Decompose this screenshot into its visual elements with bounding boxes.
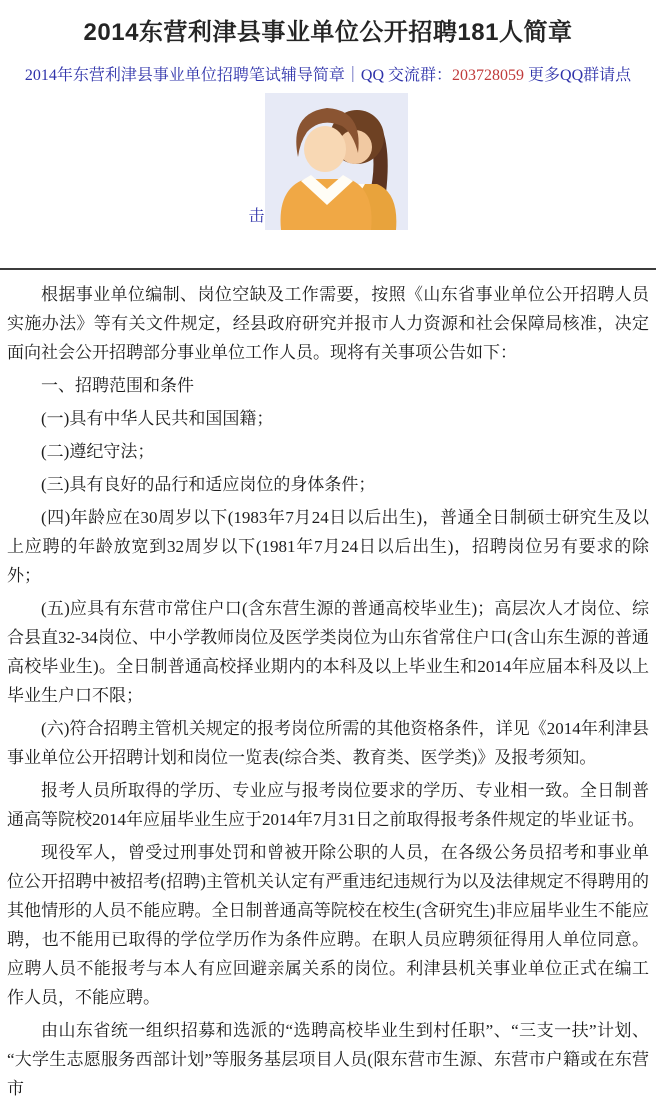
qq-group-avatar-icon[interactable]: [265, 93, 408, 230]
condition-item-6: (六)符合招聘主管机关规定的报考岗位所需的其他资格条件，详见《2014年利津县事业单位公开招聘计划和岗位一览表(综合类、教育类、医学类)》及报考须知。: [7, 719, 649, 767]
exam-tutorial-link[interactable]: 2014年东营利津县事业单位招聘笔试辅导简章: [24, 67, 345, 84]
section-divider: [0, 268, 656, 270]
condition-item-3: (三)具有良好的品行和适应岗位的身体条件；: [41, 475, 376, 494]
paragraph-degree: 报考人员所取得的学历、专业应与报考岗位要求的学历、专业相一致。全日制普通高等院校2014年应届毕业生应于2014年7月31日之前取得报考条件规定的毕业证书。: [7, 781, 649, 829]
condition-item-5: (五)应具有东营市常住户口(含东营生源的普通高校毕业生)；高层次人才岗位、综合县直32-34岗位、中小学教师岗位及医学类岗位为山东省常住户口(含山东生源的普通高校毕业生)。全日制普通高校择业期内的本科及以上毕业生和2014年应届本科及以上毕业生户口不限；: [7, 599, 649, 705]
paragraph-intro: 根据事业单位编制、岗位空缺及工作需要，按照《山东省事业单位公开招聘人员实施办法》等有关文件规定，经县政府研究并报市人力资源和社会保障局核准，决定面向社会公开招聘部分事业单位工作人员。现将有关事项公告如下：: [7, 285, 649, 362]
page-title: 2014东营利津县事业单位公开招聘181人简章: [83, 19, 573, 46]
qq-group-label: QQ 交流群：: [360, 67, 453, 84]
subtitle-link-row: [0, 65, 656, 87]
condition-item-1: (一)具有中华人民共和国国籍；: [41, 409, 274, 428]
condition-item-4: (四)年龄应在30周岁以下(1983年7月24日以后出生)，普通全日制硕士研究生及以上应聘的年龄放宽到32周岁以下(1981年7月24日以后出生)，招聘岗位另有要求的除外；: [7, 508, 649, 585]
more-qq-groups-link[interactable]: 更多QQ群请点: [528, 67, 632, 84]
section-heading: 一、招聘范围和条件: [41, 376, 194, 395]
subtitle-separator: ｜: [344, 67, 361, 84]
paragraph-exclusion: 现役军人，曾受过刑事处罚和曾被开除公职的人员，在各级公务员招考和事业单位公开招聘中被招考(招聘)主管机关认定有严重违纪违规行为以及法律规定不得聘用的其他情形的人员不能应聘。全日制普通高等院校在校生(含研究生)非应届毕业生不能应聘，也不能用已取得的学位学历作为条件应聘。在职人员应聘须征得用人单位同意。应聘人员不能报考与本人有应回避亲属关系的岗位。利津县机关事业单位正式在编工作人员，不能应聘。: [7, 843, 649, 1007]
subtitle-wrap-line: [0, 93, 656, 230]
paragraph-programs: 由山东省统一组织招募和选派的“选聘高校毕业生到村任职”、“三支一扶”计划、“大学生志愿服务西部计划”等服务基层项目人员(限东营市生源、东营市户籍或在东营市: [7, 1021, 649, 1098]
condition-item-2: (二)遵纪守法；: [41, 442, 155, 461]
qq-group-number: 203728059: [452, 67, 525, 84]
announcement-body: [0, 280, 656, 1103]
more-qq-groups-link-wrap[interactable]: 击: [248, 208, 265, 225]
